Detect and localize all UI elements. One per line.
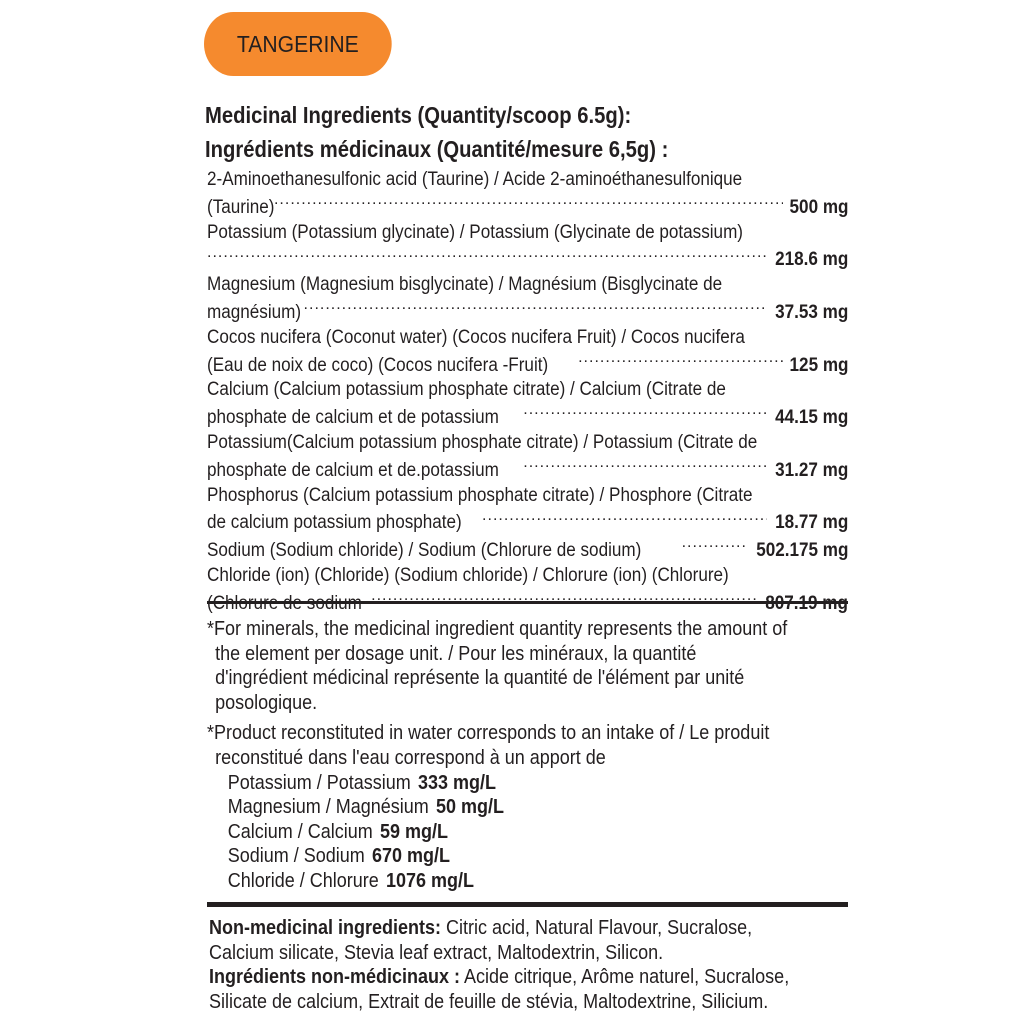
ingredient-quantity: 31.27 mg xyxy=(774,459,848,481)
medicinal-heading-english: Medicinal Ingredients (Quantity/scoop 6.5g): xyxy=(205,102,632,128)
dot-leader xyxy=(482,508,767,528)
non-medicinal-label-english: Non-medicinal ingredients: xyxy=(209,917,442,939)
ingredient-row xyxy=(207,378,848,431)
dot-leader xyxy=(274,193,783,213)
reconstituted-note xyxy=(207,721,867,770)
ingredient-text: (Eau de noix de coco) (Cocos nucifera -Fruit) xyxy=(207,354,549,376)
intake-label: Potassium / Potassium xyxy=(227,771,411,794)
ingredient-text: Phosphorus (Calcium potassium phosphate citrate) / Phosphore (Citrate xyxy=(207,484,753,506)
ingredient-text: Potassium (Potassium glycinate) / Potassium (Glycinate de potassium) xyxy=(207,221,744,243)
intake-value: 1076 mg/L xyxy=(385,869,475,892)
ingredient-row xyxy=(207,221,848,274)
ingredient-row xyxy=(207,484,848,537)
medicinal-heading-french: Ingrédients médicinaux (Quantité/mesure 6,5g) : xyxy=(205,136,669,162)
intake-label: Calcium / Calcium xyxy=(227,820,373,843)
note-line: d'ingrédient médicinal représente la quantité de l'élément par unité xyxy=(215,667,745,690)
ingredient-text: 2-Aminoethanesulfonic acid (Taurine) / Acide 2-aminoéthanesulfonique xyxy=(207,169,743,190)
intake-value: 670 mg/L xyxy=(371,845,450,868)
ingredient-quantity: 125 mg xyxy=(789,354,848,376)
ingredient-text: Chloride (ion) (Chloride) (Sodium chloride) / Chlorure (ion) (Chlorure) xyxy=(207,564,729,586)
intake-value: 59 mg/L xyxy=(379,820,448,843)
note-line: *For minerals, the medicinal ingredient quantity represents the amount of xyxy=(207,618,788,640)
ingredient-quantity: 500 mg xyxy=(789,196,848,218)
ingredient-quantity-line xyxy=(207,508,848,536)
intake-value: 50 mg/L xyxy=(435,796,505,819)
footnotes xyxy=(207,617,867,894)
ingredient-row xyxy=(207,168,848,221)
intake-row-sodium xyxy=(207,844,801,869)
intake-value: 333 mg/L xyxy=(417,771,497,794)
intake-label: Magnesium / Magnésium xyxy=(227,796,429,819)
non-medicinal-english-line1: Non-medicinal ingredients: Citric acid, Natural Flavour, Sucralose, xyxy=(209,917,753,939)
intake-row-magnesium xyxy=(207,795,801,820)
dot-leader xyxy=(682,536,746,556)
note-line: reconstitué dans l'eau correspond à un apport de xyxy=(215,746,606,769)
ingredient-text: phosphate de calcium et de.potassium xyxy=(207,459,499,481)
ingredient-quantity: 18.77 mg xyxy=(774,512,848,534)
minerals-note xyxy=(207,617,867,715)
ingredient-quantity-line xyxy=(207,536,848,564)
intake-list xyxy=(207,771,867,894)
ingredient-row xyxy=(207,431,848,484)
intake-label: Chloride / Chlorure xyxy=(227,869,379,892)
note-line: *Product reconstituted in water corresponds to an intake of / Le produit xyxy=(207,722,770,745)
dot-leader xyxy=(371,589,756,609)
ingredient-quantity-line xyxy=(207,298,848,326)
ingredient-quantity-line xyxy=(207,351,848,379)
ingredient-quantity: 37.53 mg xyxy=(774,301,848,323)
non-medicinal-ingredients xyxy=(209,916,869,1014)
ingredient-quantity-line xyxy=(207,456,848,484)
intake-label: Sodium / Sodium xyxy=(227,845,365,868)
ingredient-quantity-line xyxy=(207,193,848,221)
ingredient-text: Magnesium (Magnesium bisglycinate) / Magnésium (Bisglycinate de xyxy=(207,274,723,296)
ingredient-text: phosphate de calcium et de potassium xyxy=(207,407,499,429)
divider-thick xyxy=(207,902,848,907)
intake-row-chloride xyxy=(207,869,801,894)
dot-leader xyxy=(207,245,767,265)
ingredient-text: Cocos nucifera (Coconut water) (Cocos nucifera Fruit) / Cocos nucifera xyxy=(207,326,745,348)
ingredient-text: Potassium(Calcium potassium phosphate citrate) / Potassium (Citrate de xyxy=(207,431,758,453)
flavour-badge xyxy=(204,12,392,76)
ingredient-text: de calcium potassium phosphate) xyxy=(207,512,462,534)
ingredient-quantity xyxy=(765,592,848,617)
note-line: the element per dosage unit. / Pour les minéraux, la quantité xyxy=(215,642,697,665)
dot-leader xyxy=(523,403,766,423)
ingredient-quantity: 502.175 mg xyxy=(755,540,848,562)
ingredient-text: (Taurine) xyxy=(207,196,275,218)
divider xyxy=(207,601,848,604)
intake-row-potassium xyxy=(207,771,801,796)
non-medicinal-french-line2: Silicate de calcium, Extrait de feuille de stévia, Maltodextrine, Silicium. xyxy=(209,990,769,1013)
dot-leader xyxy=(523,456,766,476)
ingredient-text: magnésium) xyxy=(207,301,302,323)
ingredient-row xyxy=(207,273,848,326)
medicinal-ingredients-list xyxy=(207,168,848,617)
ingredient-quantity: 218.6 mg xyxy=(774,249,848,271)
ingredient-row xyxy=(207,536,848,564)
non-medicinal-english-line2: Calcium silicate, Stevia leaf extract, Maltodextrin, Silicon. xyxy=(209,941,664,964)
ingredient-quantity-line xyxy=(207,403,848,431)
ingredient-row xyxy=(207,564,848,617)
ingredient-text: Sodium (Sodium chloride) / Sodium (Chlorure de sodium) xyxy=(207,540,642,562)
ingredient-text xyxy=(207,592,362,617)
dot-leader xyxy=(304,298,767,318)
ingredient-row xyxy=(207,326,848,379)
ingredient-quantity: 44.15 mg xyxy=(774,407,848,429)
flavour-name: TANGERINE xyxy=(236,30,359,57)
non-medicinal-label-french: Ingrédients non-médicinaux : xyxy=(209,966,461,988)
ingredient-text: Calcium (Calcium potassium phosphate citrate) / Calcium (Citrate de xyxy=(207,379,726,401)
ingredient-quantity-line xyxy=(207,245,848,273)
dot-leader xyxy=(578,351,782,371)
intake-row-calcium xyxy=(207,820,801,845)
non-medicinal-french-line1: Ingrédients non-médicinaux : Acide citrique, Arôme naturel, Sucralose, xyxy=(209,966,790,988)
note-line: posologique. xyxy=(215,691,318,714)
